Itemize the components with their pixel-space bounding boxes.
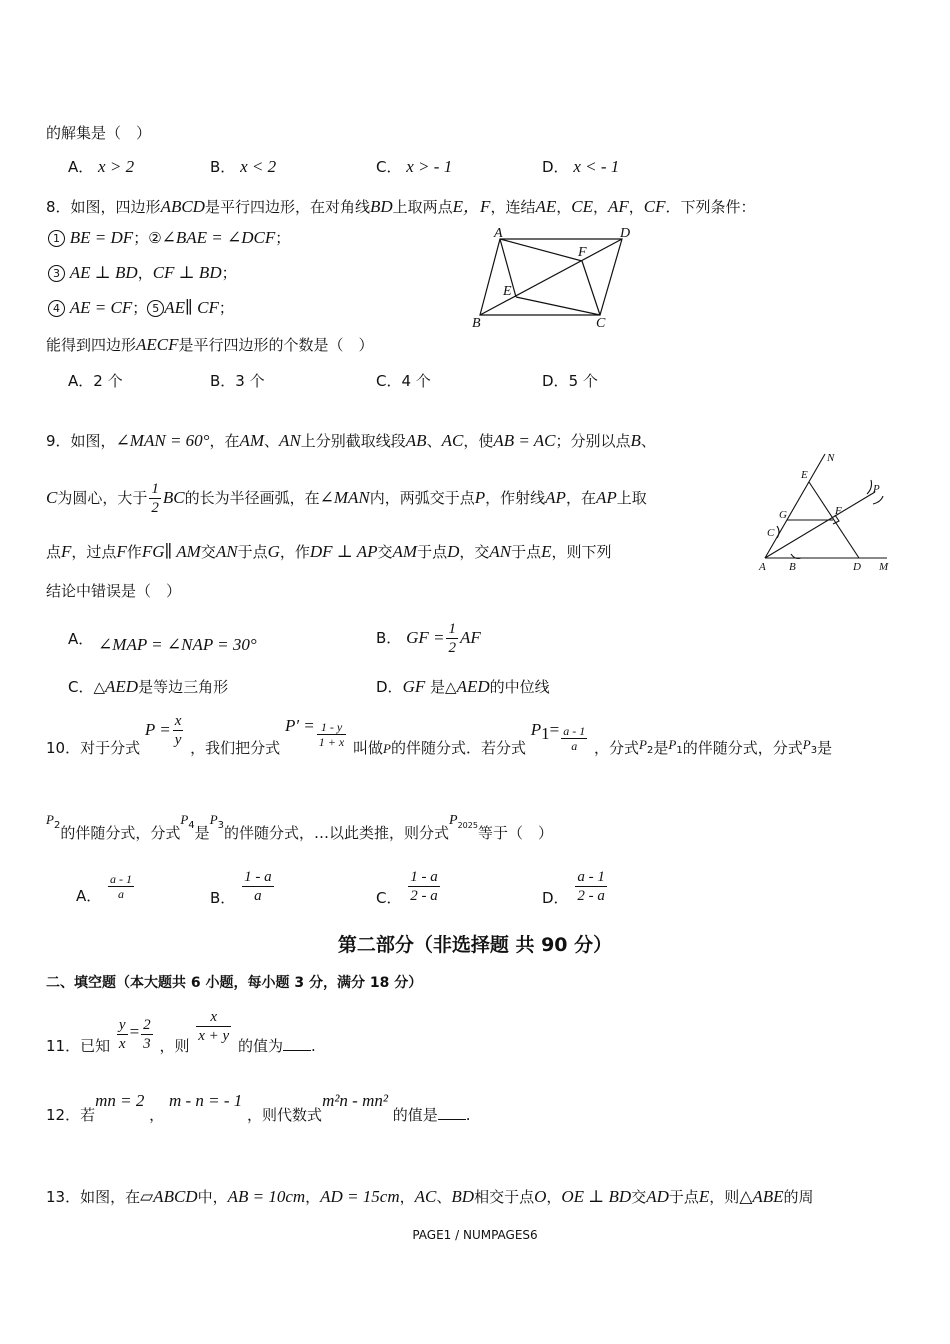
- q8-option-b: B．3 个: [210, 372, 265, 390]
- label-d: D: [853, 561, 861, 573]
- label-e: E: [801, 469, 808, 481]
- label-d: D: [620, 226, 631, 241]
- arc-p1: [867, 480, 872, 494]
- page-footer: PAGE1 / NUMPAGES6: [412, 1228, 538, 1242]
- q9-option-c: C．△AED是等边三角形: [68, 677, 229, 696]
- label-n: N: [827, 452, 835, 464]
- label-b: B: [789, 561, 796, 573]
- label-c: C: [596, 316, 606, 331]
- label-c: C: [767, 527, 775, 539]
- q11-answer-blank[interactable]: [283, 1036, 311, 1051]
- q7-stem-end: 的解集是（ ）: [46, 124, 152, 142]
- label-b: B: [472, 316, 481, 331]
- q10-option-b: B． $\frac{1 - a}{a}$: [210, 869, 272, 907]
- segment-ce: [516, 297, 600, 315]
- q7-option-a: A． x > 2: [68, 157, 135, 176]
- label-a: A: [494, 226, 503, 241]
- part2-title: 第二部分（非选择题 共 90 分）: [337, 934, 613, 956]
- segment-af: [500, 239, 582, 261]
- q8-option-c: C．4 个: [376, 372, 431, 390]
- q7-option-d: D． x < - 1: [542, 157, 620, 176]
- q7-option-c: C． x > - 1: [376, 157, 453, 176]
- ray-an: [765, 454, 825, 558]
- q8-stem: 8．如图，四边形ABCD是平行四边形，在对角线BD上取两点E，F，连结AE，CE，AF，CF．下列条件：: [46, 197, 756, 216]
- q9-stem-line2: C为圆心，大于 $\frac{1}{2}$ BC的长为半径画弧，在∠MAN内，两弧交于点P，作射线AP，在AP上取: [46, 481, 647, 516]
- q8-condition-3: 3 AE ⊥ BD，CF ⊥ BD；: [48, 262, 237, 283]
- q10-option-c: C． $\frac{1 - a}{2 - a}$: [376, 869, 438, 907]
- q8-option-a: A．2 个: [68, 372, 123, 390]
- q9-stem-line3: 点F，过点F作FG∥ AM交AN于点G，作DF ⊥ AP交AM于点D，交AN于点E，则下列: [46, 542, 612, 561]
- q8-option-d: D．5 个: [542, 372, 598, 390]
- label-f: F: [835, 505, 842, 517]
- q8-parallelogram-figure: [470, 225, 640, 335]
- q12: 12．若mn = 2 ， m - n = - 1 ，则代数式m²n - mn² 的值是 .: [46, 1091, 471, 1124]
- q9-stem-line4: 结论中错误是（ ）: [46, 582, 182, 600]
- q9-option-b: B． GF = $\frac{1}{2}$ AF: [376, 621, 481, 656]
- q8-conditions-1-2: 1 BE = DF；②∠BAE = ∠DCF；: [48, 227, 290, 248]
- ray-ap: [765, 492, 875, 558]
- q8-question: 能得到四边形AECF是平行四边形的个数是（ ）: [46, 335, 374, 354]
- segment-cf: [582, 261, 600, 315]
- label-p: P: [873, 483, 880, 495]
- label-m: M: [879, 561, 889, 573]
- q12-answer-blank[interactable]: [438, 1105, 466, 1120]
- label-g: G: [779, 509, 787, 521]
- q10-option-a: A． $\frac{a - 1}{a}$: [76, 872, 133, 905]
- q10-option-d: D． $\frac{a - 1}{2 - a}$: [542, 869, 605, 907]
- q9-angle-figure: [755, 448, 905, 578]
- q8-conditions-4-5: 4 AE = CF； 5 AE∥ CF；: [48, 297, 234, 318]
- label-f: F: [578, 245, 587, 260]
- q9-option-d: D．GF 是△AED的中位线: [376, 677, 550, 696]
- label-e: E: [503, 284, 512, 299]
- q11: 11．已知 $\frac{y}{x}$ = $\frac{2}{3}$ ，则 $\frac{x}{x + y}$ 的值为 .: [46, 1009, 316, 1055]
- q9-stem-line1: 9．如图，∠MAN = 60°，在AM、AN上分别截取线段AB、AC，使AB = AC；分别以点B、: [46, 431, 656, 450]
- diagonal-bd: [480, 239, 622, 315]
- label-a: A: [759, 561, 766, 573]
- section-fill-in-blank-heading: 二、填空题（本大题共 6 小题，每小题 3 分，满分 18 分）: [46, 975, 423, 991]
- q10-stem-line2: $P_2$的伴随分式，分式$P_4$是$P_3$的伴随分式，…以此类推，则分式$P_{2025}$等于（ ）: [46, 812, 553, 842]
- arc-p2: [873, 496, 883, 504]
- q13: 13．如图，在▱ABCD中，AB = 10cm，AD = 15cm，AC、BD相交于点O，OE ⊥ BD交AD于点E，则△ABE的周: [46, 1187, 814, 1206]
- q7-option-b: B． x < 2: [210, 157, 277, 176]
- q10-stem-line1: 10．对于分式 P = $\frac{x}{y}$ ，我们把分式 P′ = $\frac{1 - y}{1 + x}$ 叫做P的伴随分式．若分式 $P_1=$ $\frac{a - 1}{a}$ ，分式$P_2$是$P_1$的伴随分式，分式$P_3$是: [46, 713, 833, 757]
- q9-option-a: A． ∠MAP = ∠NAP = 30°: [68, 630, 257, 654]
